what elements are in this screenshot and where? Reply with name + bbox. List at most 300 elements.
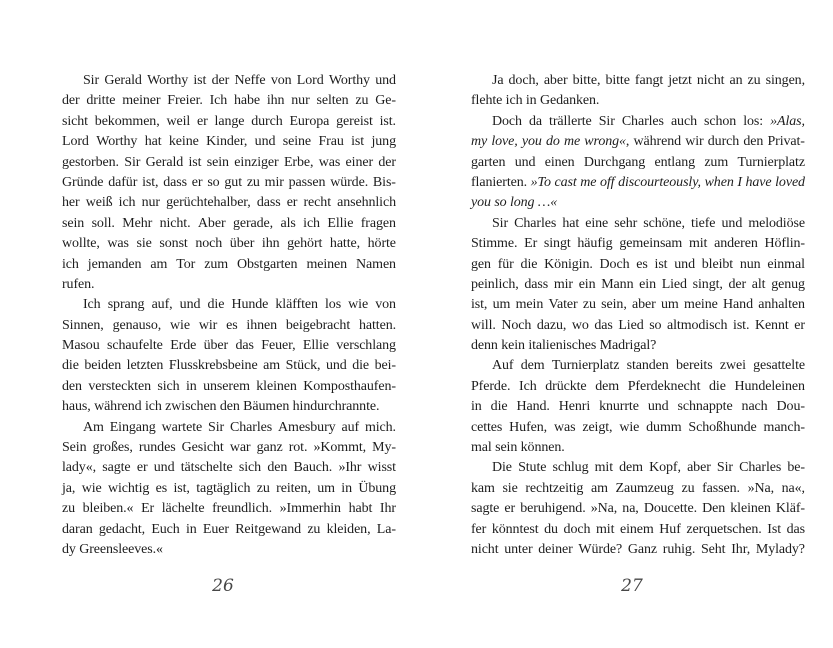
word: nicht — [471, 541, 499, 557]
word: durch — [707, 134, 740, 150]
word: Feuer, — [261, 338, 296, 354]
word: zwischen — [165, 399, 217, 415]
word: My- — [372, 440, 396, 456]
word: singt, — [692, 276, 723, 292]
word: Lied — [618, 317, 644, 333]
word: kleinen — [730, 501, 771, 517]
word: weiß — [85, 195, 113, 211]
word: was — [318, 154, 341, 170]
word: Erbe, — [283, 154, 314, 170]
word: in — [185, 521, 197, 537]
word: Sir — [492, 215, 509, 231]
word: tiefe — [691, 215, 716, 231]
word: würde. — [330, 174, 369, 190]
word: Am — [83, 419, 104, 435]
word: I — [737, 174, 742, 190]
word: wollte, — [62, 236, 100, 252]
word: zu — [582, 297, 596, 313]
word: er — [794, 317, 805, 333]
word: soll. — [91, 215, 115, 231]
word: Privat- — [767, 134, 805, 150]
word: denn — [471, 338, 498, 354]
word: nun — [739, 256, 761, 272]
text-line — [62, 397, 396, 417]
word: haus, — [62, 399, 91, 415]
text-line — [62, 91, 396, 111]
word: Bäumen — [243, 399, 290, 415]
word: rot. — [288, 440, 308, 456]
word: Seht — [700, 541, 726, 557]
word: ihnen — [246, 317, 278, 333]
word: an — [729, 73, 743, 88]
word: Sinnen, — [62, 317, 104, 333]
word: Ja — [492, 73, 504, 88]
word: recht — [303, 195, 331, 211]
word: dumm — [646, 419, 682, 435]
word: fangt — [634, 73, 664, 88]
word: Hundeleinen — [734, 378, 805, 394]
word: sein, — [601, 297, 627, 313]
word: ist — [188, 154, 202, 170]
word: Turnierplatz — [737, 154, 805, 170]
word: meine — [684, 297, 718, 313]
word: und — [179, 297, 201, 313]
word: bleiben.« — [82, 501, 134, 517]
word: Auf — [492, 358, 514, 374]
word: »To — [530, 174, 551, 190]
word: schlug — [552, 460, 589, 476]
word: Turnierplatz — [551, 358, 620, 374]
word: ansehnlich — [337, 195, 396, 211]
word: mir — [264, 174, 284, 190]
text-line — [62, 499, 396, 519]
word: hat — [144, 134, 162, 150]
text-line — [471, 234, 805, 254]
word: sein — [206, 154, 229, 170]
word: auf — [341, 419, 360, 435]
word: wie — [81, 480, 102, 496]
word: ist — [193, 73, 207, 88]
word: tätschelte — [180, 460, 233, 476]
word: singt — [543, 236, 571, 252]
word: Hunde — [231, 297, 269, 313]
word: sonst — [159, 236, 188, 252]
word: die — [709, 378, 726, 394]
word: rufen. — [62, 276, 95, 292]
word: am — [263, 358, 281, 374]
text-line — [471, 377, 805, 397]
text-line — [471, 438, 805, 458]
word: eine — [585, 215, 609, 231]
word: ich — [144, 399, 162, 415]
word: jemanden — [87, 256, 142, 272]
word: Hand — [723, 297, 753, 313]
word: gen — [471, 256, 491, 272]
word: zeigt, — [582, 419, 613, 435]
word: wisst — [367, 460, 396, 476]
word: Sir — [598, 113, 615, 129]
word: Übung — [358, 480, 396, 496]
word: fer — [471, 521, 487, 537]
word: dem — [595, 378, 620, 394]
word: na«, — [781, 480, 805, 496]
word: discourteously, — [618, 174, 701, 190]
word: wie — [170, 317, 190, 333]
word: hörte — [367, 236, 396, 252]
word: zu — [62, 501, 76, 517]
text-line — [62, 336, 396, 356]
word: flanierten. — [471, 174, 528, 190]
word: Pferde. — [471, 378, 511, 394]
word: zu — [256, 480, 270, 496]
word: long — [509, 195, 535, 211]
word: er — [136, 460, 148, 476]
word: können. — [520, 440, 565, 456]
word: singen, — [765, 73, 805, 88]
word: Durchgang — [583, 154, 646, 170]
word: einem — [619, 521, 654, 537]
word: flehte — [471, 93, 503, 109]
word: und — [254, 134, 276, 150]
word: Charles — [621, 113, 664, 129]
word: so — [494, 195, 507, 211]
word: kleiden, — [326, 521, 371, 537]
word: rundes — [138, 440, 176, 456]
word: Sir — [208, 419, 225, 435]
word: bleibt — [701, 256, 734, 272]
word: cast — [554, 174, 577, 190]
word: Die — [492, 460, 512, 476]
word: italienisches — [528, 338, 597, 354]
word: schon — [704, 113, 737, 129]
word: ein — [639, 276, 656, 292]
word: ruhig. — [662, 541, 696, 557]
text-line — [62, 540, 396, 560]
word: seine — [282, 134, 312, 150]
text-line — [62, 377, 396, 397]
text-line — [62, 458, 396, 478]
word: zu — [681, 480, 695, 496]
word: könntest — [491, 521, 539, 537]
word: das — [594, 317, 613, 333]
word: Euer — [202, 521, 229, 537]
word: standen — [626, 358, 669, 374]
word: gesattelte — [753, 358, 805, 374]
word: durch — [251, 113, 283, 129]
text-line — [471, 316, 805, 336]
word: reiten, — [276, 480, 311, 496]
word: zum — [704, 154, 729, 170]
word: mich. — [364, 419, 396, 435]
word: Tor — [176, 256, 196, 272]
word: dass — [256, 195, 281, 211]
word: you — [521, 134, 542, 150]
text-line — [471, 418, 805, 438]
word: have — [745, 174, 772, 190]
word: off — [599, 174, 615, 190]
word: …« — [537, 195, 558, 211]
word: beiden — [84, 358, 122, 374]
word: um — [492, 297, 511, 313]
word: ist, — [471, 297, 488, 313]
word: Lied — [661, 276, 687, 292]
word: meiner — [122, 93, 161, 109]
word: doch — [563, 521, 591, 537]
word: nicht. — [159, 215, 191, 231]
word: cettes — [471, 419, 503, 435]
word: Doch — [599, 256, 630, 272]
word: mit — [688, 236, 708, 252]
word: während — [633, 134, 682, 150]
word: die — [62, 358, 79, 374]
word: Schoßhunde — [688, 419, 757, 435]
text-line — [62, 295, 396, 315]
word: Ich — [209, 93, 228, 109]
word: alt — [751, 276, 766, 292]
word: doch, — [508, 73, 539, 88]
word: sein — [495, 440, 518, 456]
word: den — [62, 378, 82, 394]
word: am — [150, 256, 168, 272]
word: lady«, — [62, 460, 97, 476]
word: zu — [246, 174, 260, 190]
text-line — [471, 275, 805, 295]
word: letzten — [126, 358, 164, 374]
word: der — [62, 93, 80, 109]
word: aber — [543, 73, 568, 88]
word: Charles — [514, 215, 557, 231]
word: »Immerhin — [279, 501, 341, 517]
word: mit — [595, 521, 615, 537]
word: der — [378, 154, 396, 170]
text-line — [471, 479, 805, 499]
word: wartete — [161, 419, 203, 435]
text-line — [471, 356, 805, 376]
word: zu — [747, 73, 761, 88]
word: »Ihr — [338, 460, 362, 476]
word: und — [721, 215, 743, 231]
word: Madrigal? — [599, 338, 657, 354]
word: altmodisch — [667, 317, 728, 333]
text-line — [62, 153, 396, 173]
word: Henri — [558, 399, 591, 415]
word: den — [267, 460, 288, 476]
word: do — [545, 134, 560, 150]
word: während — [94, 399, 142, 415]
text-line — [471, 132, 805, 152]
word: Ganz — [627, 541, 658, 557]
text-line — [62, 173, 396, 193]
word: daran — [62, 521, 93, 537]
word: es — [155, 480, 168, 496]
word: bitte, — [572, 73, 601, 88]
word: Zaumzeug — [615, 480, 674, 496]
word: Ellie — [327, 215, 354, 231]
word: Greensleeves.« — [79, 541, 163, 557]
text-line — [471, 336, 805, 356]
word: bitte — [605, 73, 630, 88]
word: zwei — [719, 358, 746, 374]
word: ist, — [142, 174, 159, 190]
word: Gründe — [62, 174, 104, 190]
word: genauso, — [112, 317, 162, 333]
text-line — [62, 71, 396, 91]
word: Stimme. — [471, 236, 518, 252]
word: Den — [702, 501, 726, 517]
word: Königin. — [544, 256, 593, 272]
word: Flusskrebsbeine — [168, 358, 258, 374]
word: ich — [118, 195, 136, 211]
word: Mylady? — [755, 541, 805, 557]
word: zerquetschen. — [686, 521, 762, 537]
word: kam — [471, 480, 495, 496]
word: aber — [632, 297, 656, 313]
word: so — [649, 317, 662, 333]
word: zu — [307, 521, 321, 537]
text-line — [62, 438, 396, 458]
word: »Na, — [747, 480, 774, 496]
word: Eingang — [109, 419, 156, 435]
text-line — [62, 520, 396, 540]
text-line — [471, 193, 805, 213]
word: ich — [505, 93, 523, 109]
page-left-text-column — [62, 71, 396, 560]
word: tagtäglich — [196, 480, 251, 496]
word: sich — [157, 378, 180, 394]
word: unserem — [203, 378, 250, 394]
word: auf, — [151, 297, 173, 313]
word: Höflin- — [764, 236, 805, 252]
word: drückte — [545, 378, 587, 394]
word: jung — [371, 134, 396, 150]
word: den — [743, 134, 764, 150]
word: gereist — [336, 113, 373, 129]
word: lange — [214, 113, 245, 129]
word: ihn — [261, 236, 280, 252]
word: wir — [685, 134, 704, 150]
word: um — [317, 480, 335, 496]
text-line — [471, 214, 805, 234]
word: dem — [520, 358, 545, 374]
word: manch- — [763, 419, 805, 435]
word: Kopf, — [649, 460, 681, 476]
text-line — [471, 173, 805, 193]
word: gehört — [287, 236, 323, 252]
word: war — [229, 440, 251, 456]
word: bei- — [374, 358, 396, 374]
word: Aber — [197, 215, 226, 231]
text-line — [471, 71, 805, 91]
word: Er — [141, 501, 155, 517]
word: es — [636, 256, 648, 272]
word: jetzt — [668, 73, 692, 88]
text-line — [62, 214, 396, 234]
word: das — [235, 338, 254, 354]
text-line — [62, 255, 396, 275]
word: lächelte — [161, 501, 205, 517]
word: Sir — [716, 460, 733, 476]
word: die — [520, 256, 538, 272]
word: ich — [62, 256, 79, 272]
word: einen — [544, 154, 575, 170]
word: trällerte — [549, 113, 592, 129]
word: Doucette. — [643, 501, 697, 517]
word: kein — [501, 338, 525, 354]
word: peinlich, — [471, 276, 519, 292]
word: einziger — [234, 154, 279, 170]
word: dass — [163, 174, 187, 190]
word: wo — [571, 317, 589, 333]
word: ein — [578, 276, 596, 292]
word: ist — [351, 134, 365, 150]
word: er — [191, 174, 203, 190]
word: für — [497, 256, 514, 272]
word: passen — [288, 174, 326, 190]
word: Lord — [296, 73, 324, 88]
word: Frau — [318, 134, 344, 150]
word: genug — [771, 276, 805, 292]
word: in — [186, 378, 197, 394]
word: gerade, — [232, 215, 274, 231]
text-line — [62, 275, 396, 295]
word: Noch — [501, 317, 532, 333]
word: was — [107, 236, 129, 252]
word: über — [229, 236, 255, 252]
text-line — [471, 255, 805, 275]
word: zum — [204, 256, 229, 272]
word: was — [553, 419, 576, 435]
word: melodiöse — [748, 215, 805, 231]
word: sein — [62, 215, 85, 231]
word: sie — [502, 480, 518, 496]
word: Hufen, — [509, 419, 548, 435]
word: gestorben. — [62, 154, 119, 170]
word: die — [207, 297, 225, 313]
word: habt — [348, 501, 373, 517]
text-line — [471, 458, 805, 478]
word: Stute — [518, 460, 547, 476]
word: Ihr, — [731, 541, 751, 557]
word: dritte — [86, 93, 116, 109]
word: mein — [515, 297, 544, 313]
text-line — [62, 193, 396, 213]
text-line — [471, 91, 805, 111]
word: von — [375, 297, 396, 313]
text-line — [62, 356, 396, 376]
word: er — [504, 501, 516, 517]
word: ja, — [62, 480, 76, 496]
text-line — [471, 295, 805, 315]
word: versteckten — [88, 378, 151, 394]
word: loved — [775, 174, 805, 190]
word: einmal — [767, 256, 805, 272]
word: Lord — [62, 134, 89, 150]
word: aber — [687, 460, 711, 476]
word: du — [544, 521, 558, 537]
word: anhalten — [758, 297, 805, 313]
word: »Na, — [590, 501, 618, 517]
word: Bauch. — [293, 460, 333, 476]
word: noch — [195, 236, 223, 252]
word: Charles — [230, 419, 273, 435]
word: beigebracht — [285, 317, 351, 333]
text-line — [471, 112, 805, 132]
word: der — [728, 276, 747, 292]
word: unter — [504, 541, 533, 557]
word: weil — [166, 113, 191, 129]
word: ist — [654, 256, 668, 272]
word: sagte — [471, 501, 500, 517]
